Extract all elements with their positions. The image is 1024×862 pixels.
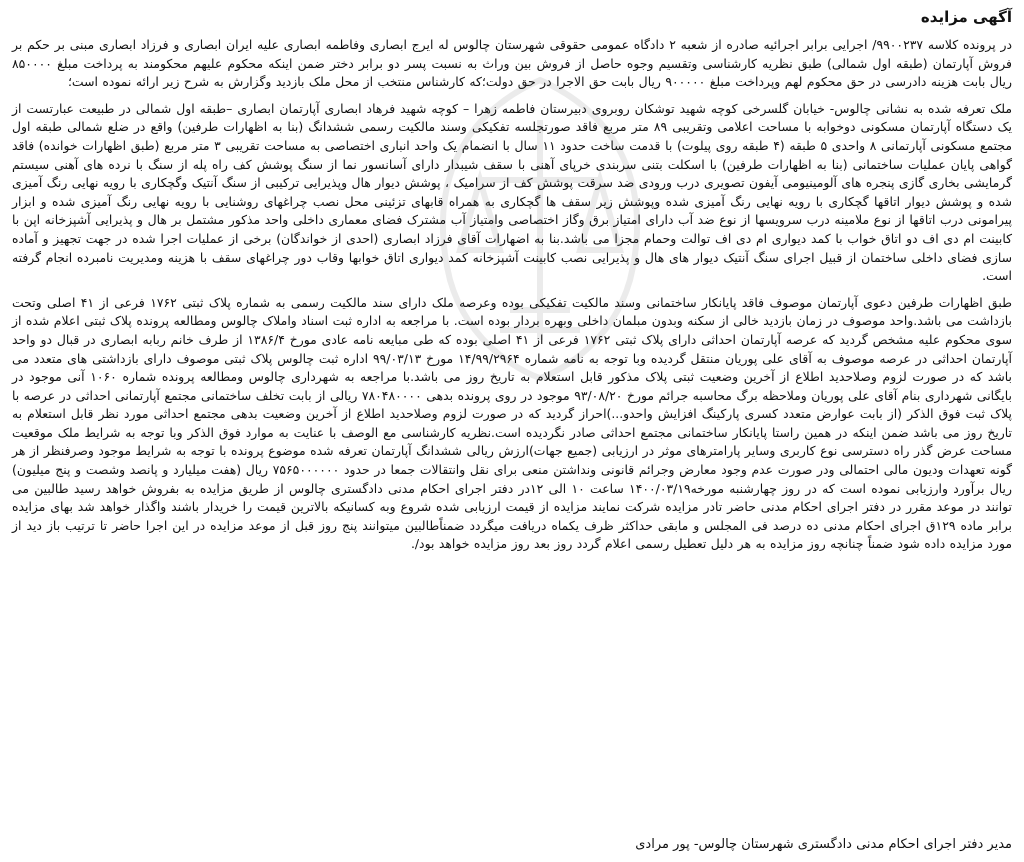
notice-paragraph-auction-terms: طبق اظهارات طرفین دعوی آپارتمان موصوف فاقد پایانکار ساختمانی وسند مالکیت تفکیکی بوده وعرصه ملک دارای سند مالکیت رسمی به شماره پلاک ثبتی ۱۷۶۲ فرعی از ۴۱ اصلی وتحت بازداشت می باشد.واحد موصوف در زمان بازدید خالی از سکنه وبدون مبلمان داخلی وبهره بردار بوده است. با مراجعه به اداره ثبت اسناد واملاک چالوس ومطالعه پرونده پلاک ثبتی اعلام شده از سوی محکوم علیه مشخص گردید که عرصه آپارتمان احداثی دارای پلاک ثبتی ۱۷۶۲ فرعی از ۴۱ اصلی بوده که طی مبایعه نامه عادی مورخ ۱۳۸۶/۴ از طرف خانم ربابه ابصاری در قبال دو واحد آپارتمان احداثی در عرصه موصوف به آقای علی پوریان منتقل گردیده وبا توجه به نامه شماره ۱۴/۹۹/۲۹۶۴ مورخ ۹۹/۰۳/۱۳ اداره ثبت چالوس پلاک ثبتی موصوف دارای بازداشتی های متعدد می باشد که در صورت لزوم وصلاحدید اطلاع از آخرین وضعیت ثبتی پلاک مذکور قابل استعلام به تاریخ روز می باشد.با مراجعه به شهرداری چالوس ومطالعه پرونده شماره ۱۰۶۰ آنی موجود در بایگانی شهرداری بنام آقای علی پوریان وملاحظه برگ محاسبه جرائم مورخ ۹۳/۰۸/۲۰ موجود در روی پرونده بدهی ۷۸۰۴۸۰۰۰۰ ریالی از بابت تخلف ساختمانی مجتمع آپارتمانی احداثی در عرصه با پلاک ثبت فوق الذکر (از بابت عوارض متعدد کسری پارکینگ افزایش واحدو...)احراز گردید که در صورت لزوم وصلاحدید اطلاع از آخرین وضعیت بدهی مجتمع احداثی مورد نظر قابل استعلام به تاریخ روز می باشد ضمن اینکه در همین راستا پایانکار ساختمانی مجتمع احداثی صادر نگردیده است.نظریه کارشناسی مع الوصف با عنایت به موارد فوق الذکر وبا توجه به شرایط ملک موقعیت مساحت عرض گذر راه دسترسی نوع کاربری وسایر پارامترهای موثر در ارزیابی (جمیع جهات)ارزش ریالی ششدانگ آپارتمان تعرفه شده موضوع پرونده با توجه به شرایط موجود وصرفنظر از هر گونه تعهدات ودیون مالی احتمالی ودر صورت عدم وجود معارض وجرائم قانونی ونداشتن منعی برای نقل وانتقالات جمعا در حدود ۷۵۶۵۰۰۰۰۰۰ ریال (هفت میلیارد و پانصد وشصت و پنج میلیون) ریال برآورد وارزیابی نموده است که در روز چهارشنبه مورخه۱۴۰۰/۰۳/۱۹ ساعت ۱۰ الی ۱۲در دفتر اجرای احکام مدنی دادگستری چالوس از طریق مزایده به بفروش خواهد رسید طالبین می توانند در موعد مقرر در دفتر اجرای احکام مدنی حاضر تادر مزایده شرکت نمایند مزایده از قیمت ارزیابی شده شروع وبه کسانیکه بالاترین قیمت را خریدار باشند واگذار خواهد شد بهای مزایده برابر ماده ۱۲۹ق اجرای احکام مدنی ده درصد فی المجلس و مابقی حداکثر ظرف یکماه دریافت میگردد ضمناًطالبین میتوانند پنج روز قبل از موعد مزایده در این اجرا حاضر تا ترتیب باز دید از مورد مزایده داده شود ضمناً چنانچه روز مزایده به هر دلیل تعطیل رسمی اعلام گردد روز بعد روز مزایده خواهد بود/. (12, 294, 1013, 552)
notice-paragraph-property-description: ملک تعرفه شده به نشانی چالوس- خیابان گلسرخی کوچه شهید توشکان روبروی دبیرستان فاطمه زهرا – کوچه شهید فرهاد ابصاری آپارتمان ابصاری –طبقه اول شمالی در طبیعت عبارتست از یک دستگاه آپارتمان مسکونی دوخوابه با مساحت اعلامی وتقریبی ۸۹ متر مربع فاقد صورتجلسه تفکیکی وسند مالکیت رسمی ششدانگ (بنا به اظهارات طرفین) واقع در ضلع شمالی طبقه اول مجتمع مسکونی آپارتمانی ۸ واحدی ۵ طبقه (۴ طبقه روی پیلوت) با قدمت ساخت حدود ۱۱ سال با انضمام یک واحد انباری اختصاصی به مساحت تقریبی ۳ متر مربع (طبق اظهارات خوانده) فاقد گواهی پایان عملیات ساختمانی (بنا به اظهارات طرفین) با اسکلت بتنی سربندی خرپای آهنی با سقف شیبدار دارای آسانسور نما از سنگ پوشش کف راه پله از سنگ با نرده های آهنی سیستم گرمایشی بخاری گازی پنجره های آلومینیومی آیفون تصویری درب ورودی ضد سرقت پوشش کف از سرامیک ، پوشش دیوار هال وپذیرایی ترکیبی از سنگ آنتیک وگچکاری با رویه نهایی رنگ آمیزی شده و پوشش دیوار اتاقها گچکاری با رویه نهایی رنگ آمیزی شده وپوشش زیر سقف ها گچکاری به همراه قابهای تزئینی محل نصب چراغهای روشنایی با رویه نهایی رنگ آمیزی شده و ابزار پیرامونی درب اتاقها از نوع ملامینه درب سرویسها از نوع ضد آب دارای امتیاز برق وگاز اختصاصی وامتیاز آب مشترک فضای معماری داخلی واحد مذکور مشتمل بر هال و پذیرایی آشپزخانه اپن با کابینت ام دی اف دو اتاق خواب با کمد دیواری ام دی اف توالت وحمام مجزا می باشد.بنا به اضهارات آقای فرزاد ابصاری (احدی از خواندگان) برخی از عملیات اجرا شده در جهت تجهیز و آماده سازی فضای داخلی ساختمان از قبیل اجرای سنگ آنتیک دیوار های هال و پذیرایی نصب کابینت آشپزخانه کمد دیواری اتاق خوابها وقاب دور چراغهای سقف با هزینه ومدیریت نامبرده انجام گرفته است. (12, 100, 1012, 284)
notice-signature: مدیر دفتر اجرای احکام مدنی دادگستری شهرستان چالوس- پور مرادی (635, 837, 1012, 852)
notice-title: آگهی مزایده (920, 8, 1012, 26)
notice-paragraph-intro: در پرونده کلاسه ۹۹۰۰۲۳۷/ اجرایی برابر اجرائیه صادره از شعبه ۲ دادگاه عمومی حقوقی شهرستان چالوس له ایرج ابصاری وفاطمه ابصاری علیه ایران ابصاری و فرزاد ابصاری مبنی بر حکم بر فروش آپارتمان (طبقه اول شمالی) طبق نظریه کارشناسی وتقسیم وجوه حاصل از فروش بین وراث به نسبت پسر دو برابر دختر ضمن اینکه محکوم علیهم محکومند به پرداخت مبلغ ۸۵۰۰۰۰ ریال بابت هزینه دادرسی در حق محکوم لهم وپرداخت مبلغ ۹۰۰۰۰۰ ریال بابت حق الاجرا در حق دولت؛که کارشناس منتخب از محل ملک بازدید وگزارش به شرح زیر ارائه نموده است؛ (12, 37, 1012, 90)
